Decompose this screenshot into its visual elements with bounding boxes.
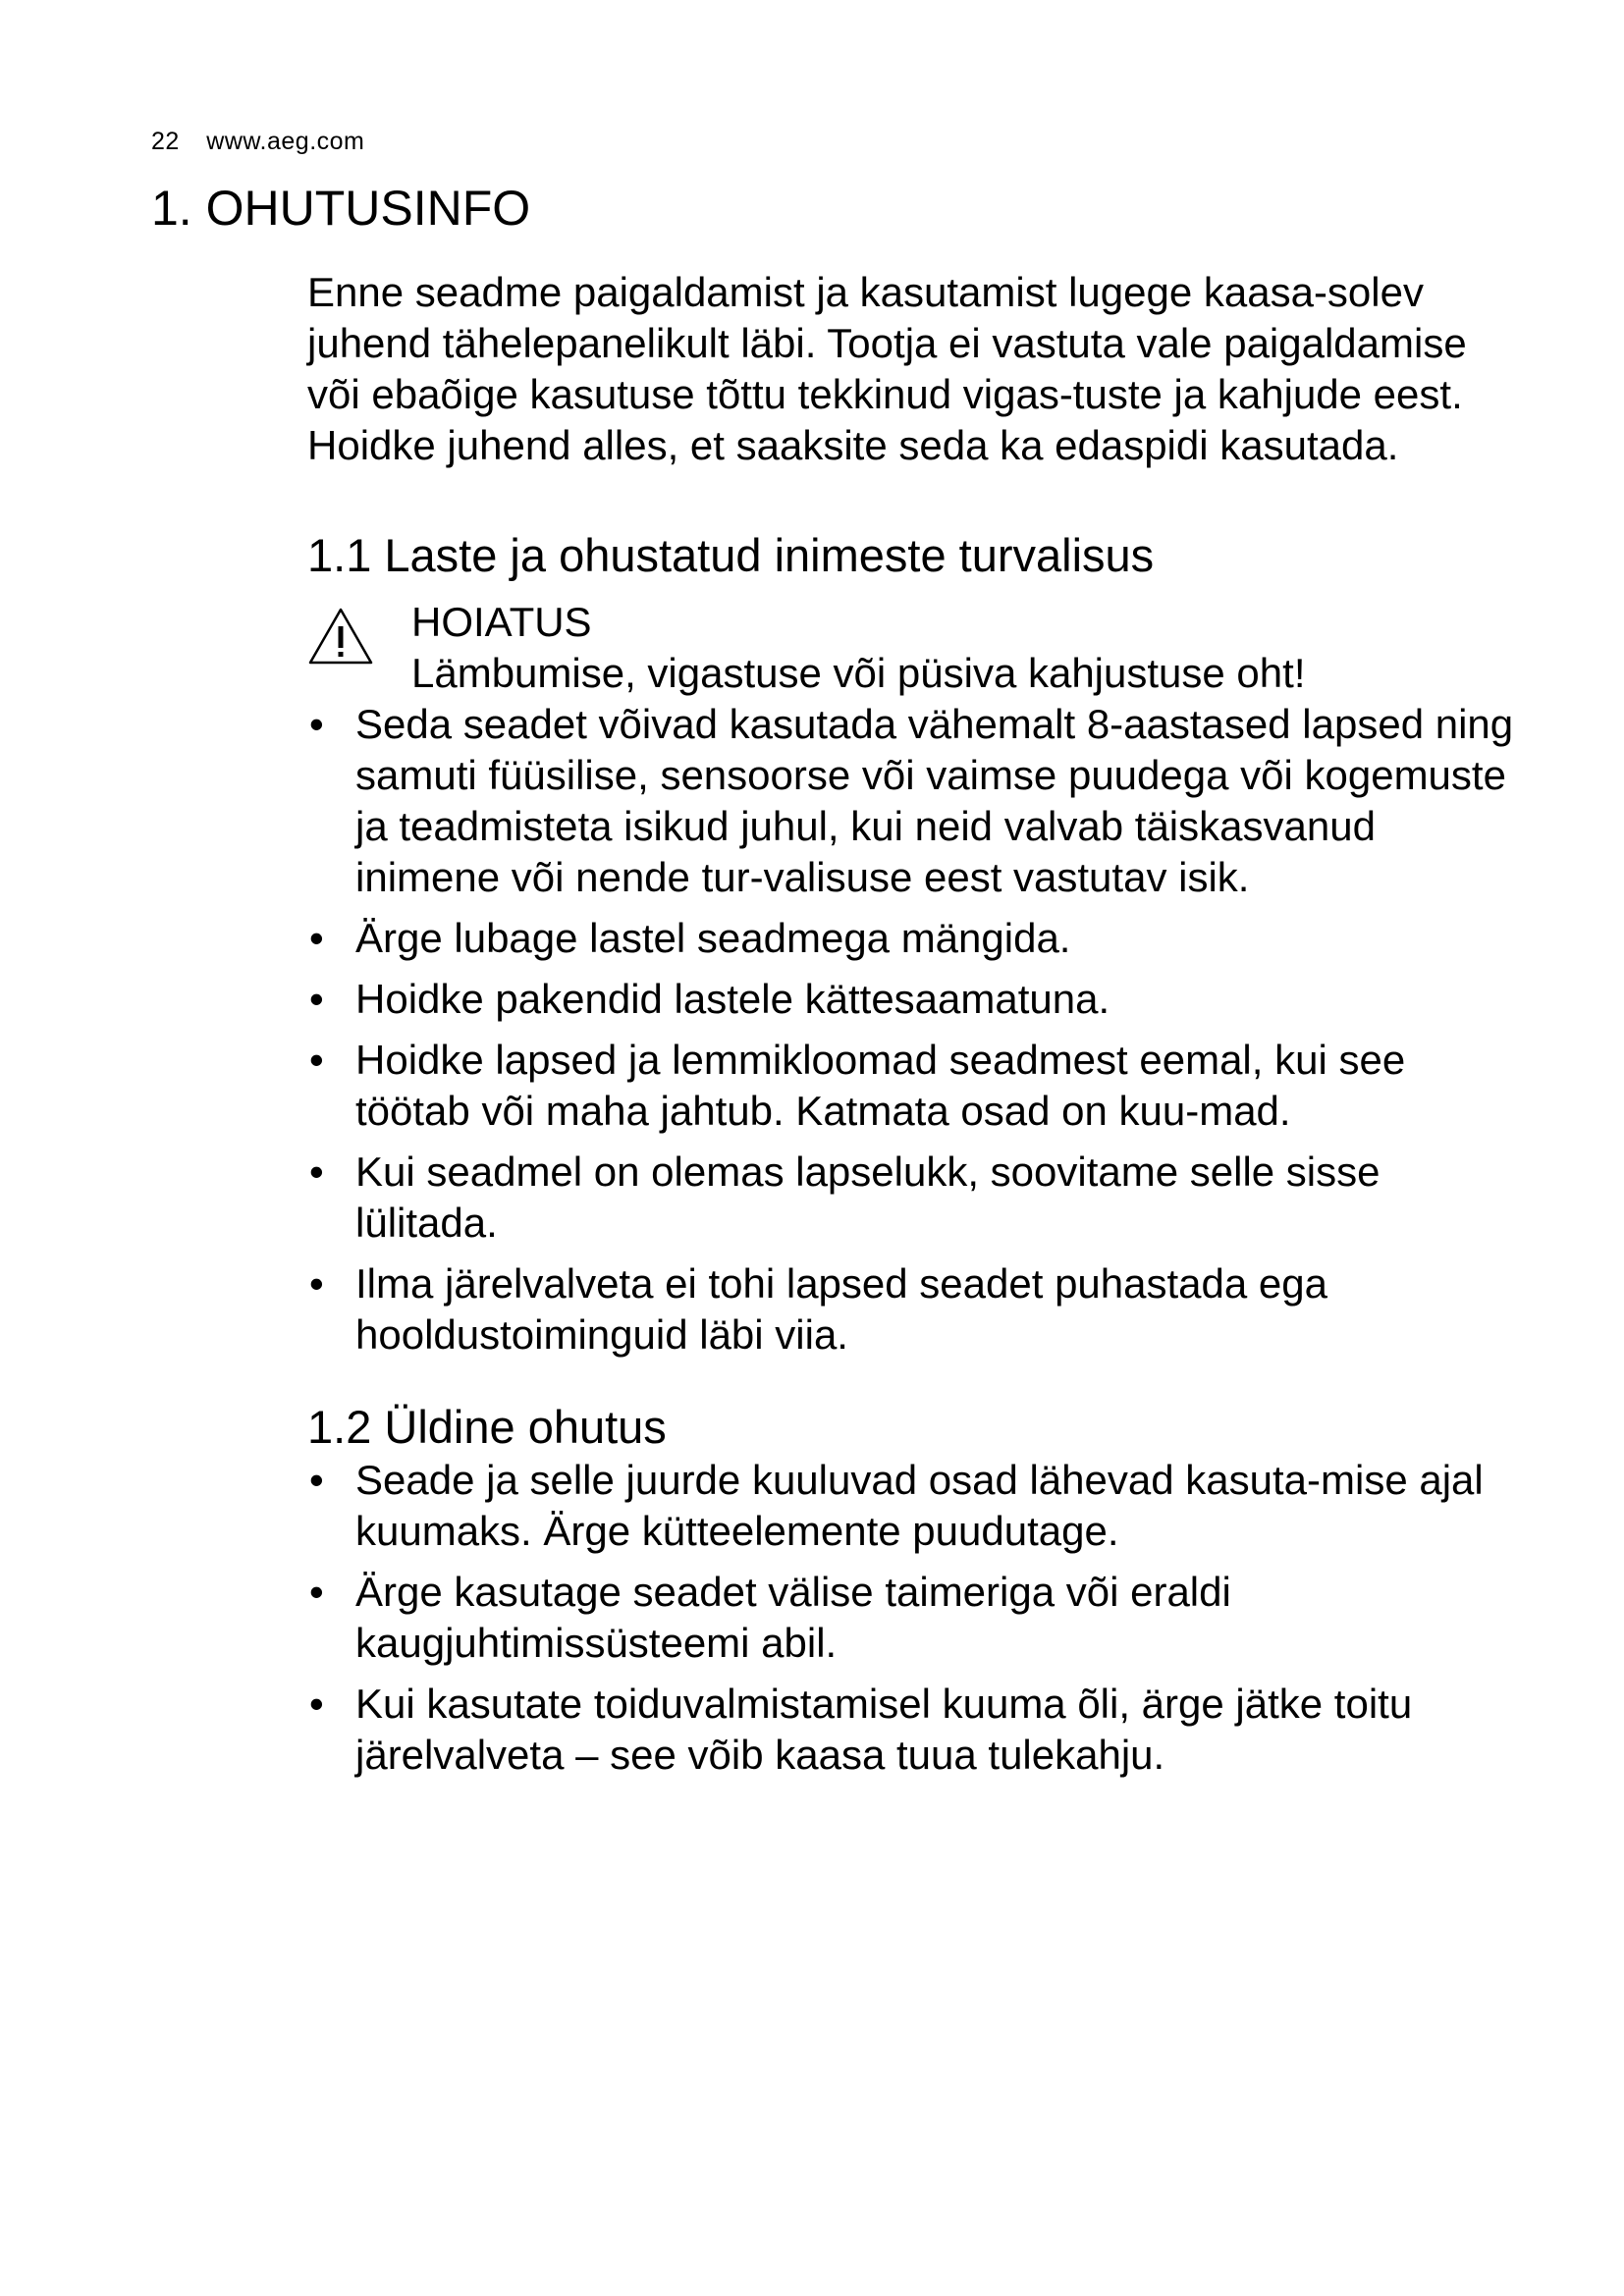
list-item: • Hoidke pakendid lastele kättesaamatuna. [307,974,1514,1025]
page-number: 22 [151,128,180,155]
list-item: • Ilma järelvalveta ei tohi lapsed seadet puhastada ega hooldustoiminguid läbi viia. [307,1258,1514,1361]
warning-text: Lämbumise, vigastuse või püsiva kahjustuse oht! [411,650,1306,696]
list-item: • Ärge lubage lastel seadmega mängida. [307,913,1514,964]
warning-triangle-icon [307,607,374,666]
safety-list-1-2 [307,1455,1505,1781]
warning-title: HOIATUS [411,599,592,645]
intro-paragraph: Enne seadme paigaldamist ja kasutamist lugege kaasa-solev juhend tähelepanelikult läbi. Tootja ei vastuta vale paigaldamise või ebaõige kasutuse tõttu tekkinud vigas-tuste ja kahjude eest. Hoidke juhend alles, et saaksite seda ka edaspidi kasutada. [307,269,1467,468]
list-item: • Hoidke lapsed ja lemmikloomad seadmest eemal, kui see töötab või maha jahtub. Katmata osad on kuu-mad. [307,1035,1514,1137]
chapter-content [307,267,1514,1790]
list-item: • Ärge kasutage seadet välise taimeriga või eraldi kaugjuhtimissüsteemi abil. [307,1567,1514,1669]
list-item: • Kui kasutate toiduvalmistamisel kuuma õli, ärge jätke toitu järelvalveta – see võib kaasa tuua tulekahju. [307,1679,1514,1781]
list-item: • Kui seadmel on olemas lapselukk, soovitame selle sisse lülitada. [307,1147,1514,1249]
chapter-title: 1. OHUTUSINFO [151,181,531,236]
section-title-1-1: 1.1 Laste ja ohustatud inimeste turvalisus [307,529,1155,581]
list-item: • Seda seadet võivad kasutada vähemalt 8-aastased lapsed ning samuti füüsilise, sensoorse või vaimse puudega või kogemuste ja teadmisteta isikud juhul, kui neid valvab täiskasvanud inimene või nende tur-valisuse eest vastutav isik. [307,699,1514,903]
safety-list-1-1 [307,699,1514,1361]
page-header [151,128,364,156]
list-item: • Seade ja selle juurde kuuluvad osad lähevad kasuta-mise ajal kuumaks. Ärge kütteelemente puudutage. [307,1455,1514,1557]
warning-box [307,597,1505,699]
section-title-1-2: 1.2 Üldine ohutus [307,1401,667,1453]
website-url: www.aeg.com [206,128,365,155]
